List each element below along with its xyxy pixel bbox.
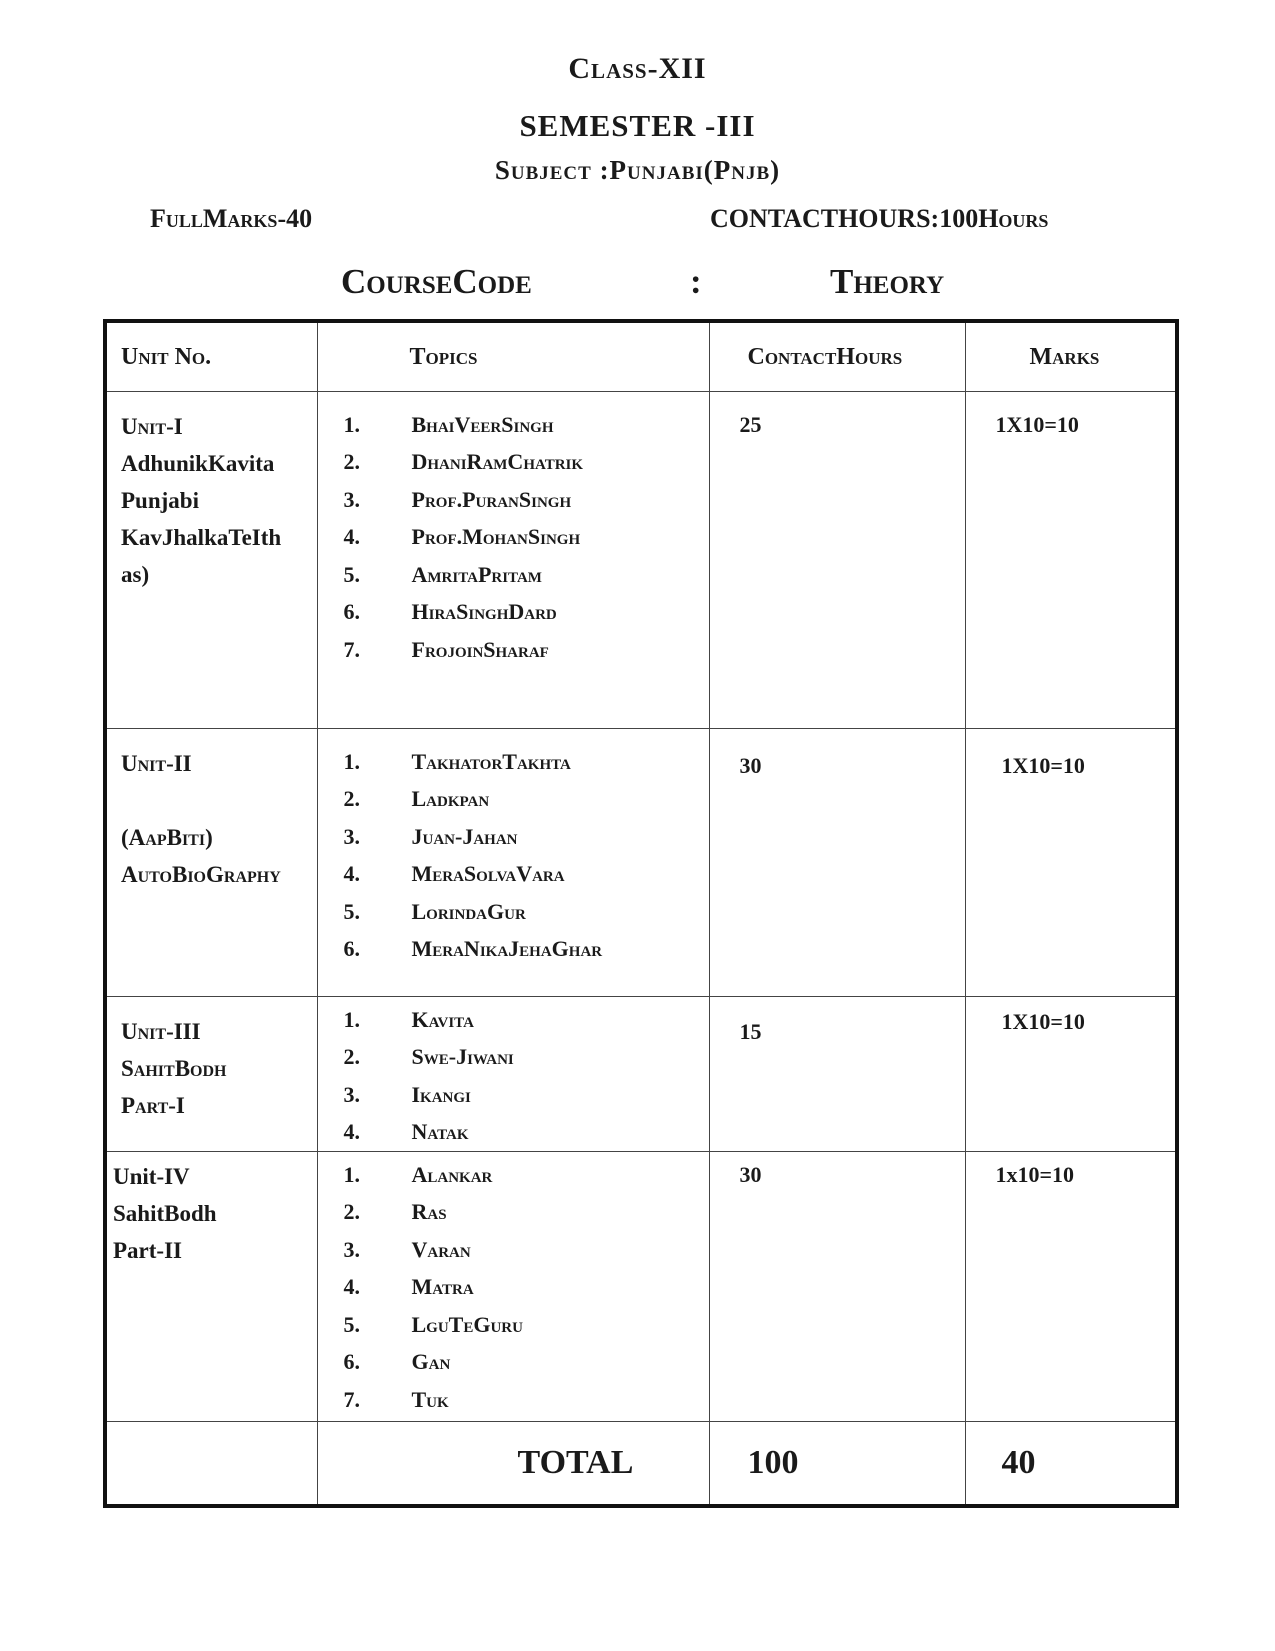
topic-number: 1. <box>343 411 360 437</box>
list-item <box>318 1306 709 1344</box>
topic-number: 2. <box>343 1044 360 1070</box>
unit-line: AdhunikKavita <box>121 451 275 476</box>
topic-number: 1. <box>343 1161 360 1187</box>
topic-number: 4. <box>343 1274 360 1300</box>
list-item <box>318 1194 709 1232</box>
table-row <box>105 997 1177 1152</box>
topic-number: 3. <box>343 1236 360 1262</box>
course-code-colon: : <box>690 262 702 301</box>
course-code-line <box>0 262 1275 302</box>
hours-cell <box>709 729 965 997</box>
topic-number: 4. <box>343 861 360 887</box>
topic-number: 4. <box>343 524 360 550</box>
class-title: Class-XII <box>568 52 707 85</box>
topic-name: AmritaPritam <box>411 561 542 587</box>
list-item <box>318 556 709 594</box>
list-item <box>318 893 709 931</box>
unit-line: (AapBiti) <box>121 825 213 850</box>
course-code-label: CourseCode <box>341 262 532 301</box>
syllabus-table <box>103 319 1179 1508</box>
contact-hours-value: 25 <box>739 412 762 437</box>
col-header-unit: Unit No. <box>105 321 317 392</box>
marks-cell <box>965 1152 1177 1422</box>
list-item <box>318 1001 709 1039</box>
topic-number: 5. <box>343 898 360 924</box>
marks-value: 1X10=10 <box>995 412 1079 437</box>
list-item <box>318 1344 709 1382</box>
unit-line: Part-I <box>121 1093 185 1118</box>
list-item <box>318 931 709 969</box>
unit-line: SahitBodh <box>121 1056 227 1081</box>
full-marks: FullMarks-40 <box>150 204 313 233</box>
list-item <box>318 1039 709 1077</box>
table-header-row <box>105 321 1177 392</box>
topic-number: 2. <box>343 449 360 475</box>
topics-cell <box>317 1152 709 1422</box>
list-item <box>318 444 709 482</box>
list-item <box>318 1114 709 1152</box>
topic-number: 4. <box>343 1119 360 1145</box>
unit-cell <box>105 997 317 1152</box>
topic-name: Prof.PuranSingh <box>411 486 572 512</box>
topic-name: DhaniRamChatrik <box>411 449 584 475</box>
list-item <box>318 594 709 632</box>
marks-value: 1X10=10 <box>1001 1009 1085 1034</box>
topic-number: 1. <box>343 748 360 774</box>
marks-value: 1X10=10 <box>1001 753 1085 778</box>
unit-line: Punjabi <box>121 488 199 513</box>
table-row <box>105 729 1177 997</box>
list-item <box>318 818 709 856</box>
topic-name: MeraNikaJehaGhar <box>411 936 603 962</box>
topic-name: LguTeGuru <box>411 1311 523 1337</box>
topic-number: 2. <box>343 1199 360 1225</box>
contact-hours: CONTACTHOURS:100Hours <box>710 204 1049 233</box>
topic-number: 5. <box>343 1311 360 1337</box>
topic-name: Varan <box>411 1236 471 1262</box>
unit-line: KavJhalkaTeIth <box>121 525 282 550</box>
topics-cell <box>317 997 709 1152</box>
topic-number: 1. <box>343 1006 360 1032</box>
marks-value: 1x10=10 <box>995 1162 1075 1187</box>
list-item <box>318 1231 709 1269</box>
list-item <box>318 781 709 819</box>
marks-cell <box>965 997 1177 1152</box>
topic-name: TakhatorTakhta <box>411 748 571 774</box>
list-item <box>318 1381 709 1419</box>
contact-hours-value: 30 <box>739 1162 762 1187</box>
unit-line: AutoBioGraphy <box>121 862 281 887</box>
topic-number: 3. <box>343 1081 360 1107</box>
unit-cell <box>105 729 317 997</box>
topic-name: Gan <box>411 1349 451 1375</box>
topic-name: HiraSinghDard <box>411 599 557 625</box>
topic-name: LorindaGur <box>411 898 526 924</box>
contact-hours-value: 15 <box>739 1019 762 1044</box>
topic-number: 6. <box>343 1349 360 1375</box>
topic-number: 6. <box>343 599 360 625</box>
topic-name: Juan-Jahan <box>411 823 518 849</box>
unit-line: as) <box>121 562 150 587</box>
list-item <box>318 856 709 894</box>
unit-line: Unit-II <box>121 751 192 776</box>
col-header-marks: Marks <box>965 321 1177 392</box>
topic-name: Ladkpan <box>411 786 490 812</box>
topic-name: Tuk <box>411 1386 449 1412</box>
list-item <box>318 481 709 519</box>
unit-cell <box>105 1152 317 1422</box>
topic-name: Natak <box>411 1119 469 1145</box>
topic-number: 5. <box>343 561 360 587</box>
table-row <box>105 392 1177 729</box>
marks-cell <box>965 392 1177 729</box>
unit-line: Unit-IV <box>113 1164 190 1189</box>
topics-cell <box>317 729 709 997</box>
unit-line: Unit-III <box>121 1019 201 1044</box>
topic-name: Matra <box>411 1274 474 1300</box>
table-row <box>105 1152 1177 1422</box>
marks-cell <box>965 729 1177 997</box>
col-header-hours: ContactHours <box>709 321 965 392</box>
hours-cell <box>709 997 965 1152</box>
unit-line: Part-II <box>113 1238 182 1263</box>
topic-number: 2. <box>343 786 360 812</box>
unit-cell <box>105 392 317 729</box>
topic-name: BhaiVeerSingh <box>411 411 554 437</box>
topic-name: Prof.MohanSingh <box>411 524 581 550</box>
semester-title: SEMESTER -III <box>519 108 756 143</box>
list-item <box>318 631 709 669</box>
total-empty-cell <box>105 1422 317 1507</box>
unit-line: Unit-I <box>121 414 183 439</box>
subject-title: Subject :Punjabi(Pnjb) <box>494 155 781 185</box>
total-hours: 100 <box>709 1422 965 1507</box>
contact-hours-value: 30 <box>739 753 762 778</box>
course-code-value: Theory <box>830 262 945 301</box>
hours-cell <box>709 392 965 729</box>
topic-name: Ikangi <box>411 1081 471 1107</box>
topic-name: Kavita <box>411 1006 474 1032</box>
topic-number: 7. <box>343 1386 360 1412</box>
list-item <box>318 1076 709 1114</box>
topic-name: Alankar <box>411 1161 493 1187</box>
topic-name: Ras <box>411 1199 447 1225</box>
topic-number: 6. <box>343 936 360 962</box>
total-label: TOTAL <box>317 1422 709 1507</box>
topic-number: 7. <box>343 636 360 662</box>
total-row <box>105 1422 1177 1507</box>
list-item <box>318 519 709 557</box>
unit-line: SahitBodh <box>113 1201 217 1226</box>
topic-name: FrojoinSharaf <box>411 636 549 662</box>
total-marks: 40 <box>965 1422 1177 1507</box>
topic-number: 3. <box>343 486 360 512</box>
topic-name: Swe-Jiwani <box>411 1044 514 1070</box>
list-item <box>318 1156 709 1194</box>
list-item <box>318 406 709 444</box>
col-header-topics: Topics <box>317 321 709 392</box>
list-item <box>318 743 709 781</box>
topic-number: 3. <box>343 823 360 849</box>
list-item <box>318 1269 709 1307</box>
hours-cell <box>709 1152 965 1422</box>
topic-name: MeraSolvaVara <box>411 861 565 887</box>
topics-cell <box>317 392 709 729</box>
